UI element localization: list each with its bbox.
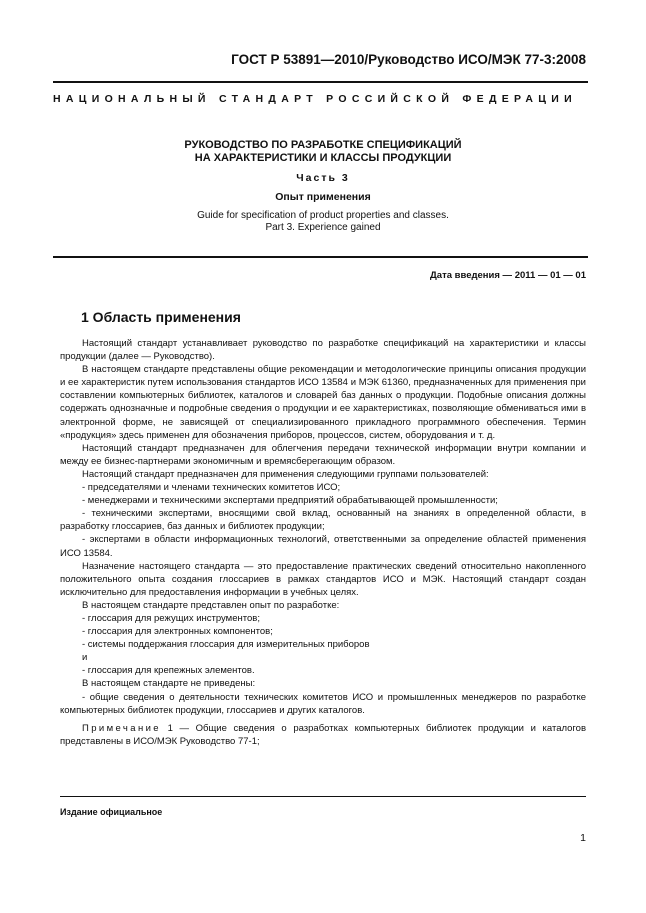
introduction-date: Дата введения — 2011 — 01 — 01 [430, 270, 586, 281]
paragraph: В настоящем стандарте представлен опыт по разработке: [82, 599, 340, 611]
title-line-1: РУКОВОДСТВО ПО РАЗРАБОТКЕ СПЕЦИФИКАЦИЙ [184, 139, 462, 151]
paragraph: Настоящий стандарт устанавливает руководство по разработке спецификаций на характеристики и классы продукции (далее — Руководство). [60, 338, 586, 363]
section-heading: 1 Область применения [81, 309, 241, 325]
document-code: ГОСТ Р 53891—2010/Руководство ИСО/МЭК 77-3:2008 [231, 52, 586, 67]
standard-banner: НАЦИОНАЛЬНЫЙ СТАНДАРТ РОССИЙСКОЙ ФЕДЕРАЦИИ [53, 93, 577, 105]
note-label: Примечание [82, 722, 161, 734]
part-label: Часть 3 [296, 172, 350, 184]
list-item: - глоссария для режущих инструментов; [82, 612, 260, 624]
footer-rule [60, 796, 586, 797]
list-item: - глоссария для крепежных элементов. [82, 665, 255, 677]
paragraph: Назначение настоящего стандарта — это предоставление практических сведений относительно накопленного положительного опыта создания глоссариев в рамках стандартов ИСО и МЭК. Настоящий стандарт создан исключительно для предоставления информации в учебных целях. [60, 560, 586, 598]
subtitle: Опыт применения [275, 191, 371, 203]
list-item: - общие сведения о деятельности технических комитетов ИСО и промышленных менеджеров по разработке компьютерных библиотек продукции, глоссариев и других каталогов. [60, 691, 586, 716]
section-body [60, 337, 586, 748]
paragraph: и [82, 652, 88, 664]
note-text: 1 — Общие сведения о разработках компьютерных библиотек продукции и каталогов представлены в ИСО/МЭК Руководство 77-1; [60, 722, 586, 747]
page-number: 1 [580, 832, 586, 844]
title-rule [53, 256, 588, 258]
paragraph: Настоящий стандарт предназначен для применения следующими группами пользователей: [82, 468, 489, 480]
note [60, 722, 586, 748]
english-title-line-1: Guide for specification of product properties and classes. [197, 210, 449, 221]
paragraph: Настоящий стандарт предназначен для облегчения передачи технической информации внутри компании и между ее бизнес-партнерами экономичным и времясберегающим образом. [60, 442, 586, 467]
title-line-2: НА ХАРАКТЕРИСТИКИ И КЛАССЫ ПРОДУКЦИИ [194, 152, 452, 164]
list-item: - менеджерами и техническими экспертами предприятий обрабатывающей промышленности; [82, 495, 498, 507]
list-item: - системы поддержания глоссария для измерительных приборов [82, 639, 370, 651]
english-title-line-2: Part 3. Experience gained [265, 222, 381, 233]
list-item: - экспертами в области информационных технологий, ответственными за определение областей применения ИСО 13584. [60, 534, 586, 559]
header-rule [53, 81, 588, 83]
paragraph: В настоящем стандарте не приведены: [82, 678, 256, 690]
list-item: - техническими экспертами, вносящими свой вклад, основанный на знаниях в определенной области, в разработку глоссариев, баз данных и библиотек продукции; [60, 508, 586, 533]
list-item: - председателями и членами технических комитетов ИСО; [82, 482, 341, 494]
list-item: - глоссария для электронных компонентов; [82, 626, 273, 638]
edition-label: Издание официальное [60, 807, 163, 817]
paragraph: В настоящем стандарте представлены общие рекомендации и методологические принципы описания продукции и ее характеристик путем использования стандартов ИСО 13584 и МЭК 61360, предназначенных для применения при составлении компьютерных библиотек, каталогов и словарей баз данных о продукции. Подобные описания должны содержать однозначные и подробные сведения о продукции и ее характеристиках, позволяющие обмениваться ими в электронной форме, не зависящей от специализированного прикладного программного обеспечения. Термин «продукция» здесь применен для обозначения приборов, процессов, систем, оборудования и т. д. [60, 364, 586, 441]
